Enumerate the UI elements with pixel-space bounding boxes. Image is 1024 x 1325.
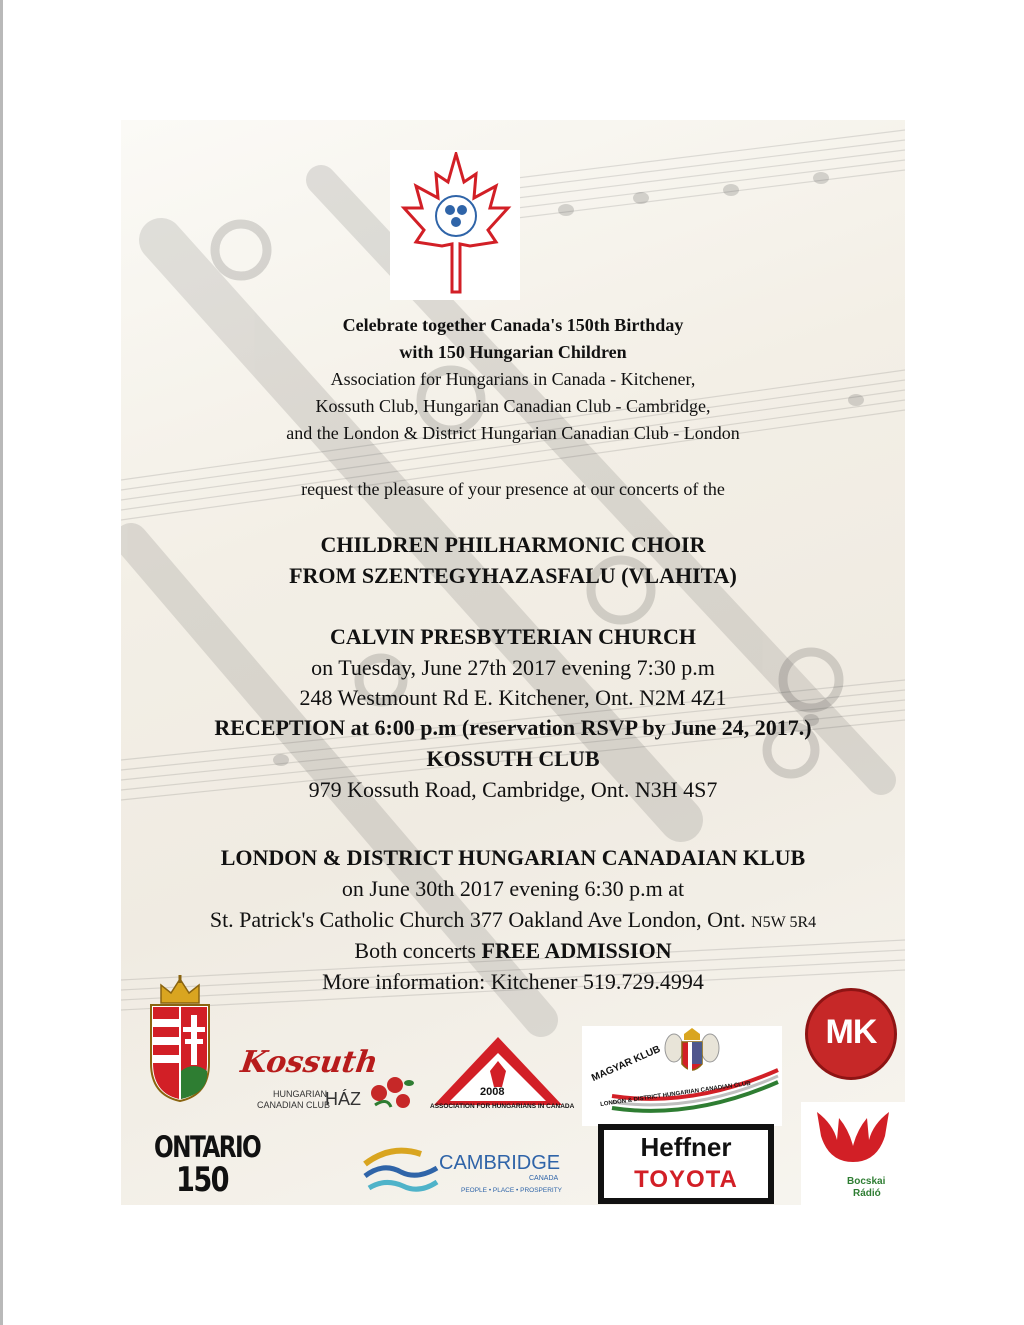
admission-prefix: Both concerts	[354, 938, 476, 963]
heffner-toyota-logo	[598, 1124, 774, 1204]
kossuth-sub2: CANADIAN CLUB	[257, 1100, 331, 1110]
concert2-venue: LONDON & DISTRICT HUNGARIAN CANADAIAN KLUB	[220, 845, 806, 870]
kossuth-club-logo	[239, 1045, 415, 1117]
cambridge-waves-icon	[361, 1140, 441, 1202]
cambridge-country: CANADA	[529, 1175, 559, 1182]
kossuth-sub1: HUNGARIAN	[273, 1089, 328, 1099]
flyer	[121, 120, 905, 1205]
cambridge-name: CAMBRIDGE	[439, 1152, 561, 1174]
radio-line1: Bocskai	[847, 1176, 886, 1187]
concert1-club-address: 979 Kossuth Road, Cambridge, Ont. N3H 4S7	[308, 777, 718, 802]
host-line-2: Kossuth Club, Hungarian Canadian Club - Cambridge,	[315, 396, 711, 416]
cambridge-logo	[361, 1140, 566, 1202]
admission-highlight: FREE ADMISSION	[481, 938, 672, 963]
concert2-address: St. Patrick's Catholic Church 377 Oakland Ave London, Ont.	[209, 907, 746, 932]
mk-logo	[805, 988, 897, 1080]
cambridge-tagline: PEOPLE • PLACE • PROSPERITY	[461, 1187, 563, 1194]
ontario-bottom: 150	[176, 1160, 228, 1200]
concert2-postal: N5W 5R4	[751, 914, 817, 931]
maple-leaf-logo-icon	[400, 152, 512, 294]
heading-line-2: with 150 Hungarian Children	[399, 342, 627, 362]
host-line-1: Association for Hungarians in Canada - Kitchener,	[330, 369, 696, 389]
ontario150-logo	[154, 1130, 290, 1202]
afhic-year: 2008	[480, 1086, 505, 1098]
magyar-klub-title: MAGYAR KLUB	[590, 1043, 663, 1085]
concert1-reception: RECEPTION at 6:00 p.m (reservation RSVP by June 24, 2017.)	[214, 715, 812, 740]
page-left-border	[0, 0, 3, 1325]
mk-text: MK	[825, 1013, 877, 1051]
concert1-club: KOSSUTH CLUB	[426, 746, 600, 771]
concert1-venue: CALVIN PRESBYTERIAN CHURCH	[330, 624, 696, 649]
concert1-datetime: on Tuesday, June 27th 2017 evening 7:30 p.m	[311, 655, 715, 680]
magyar-klub-sub: LONDON & DISTRICT HUNGARIAN CANADIAN CLUB	[600, 1080, 752, 1108]
afhic-name: ASSOCIATION FOR HUNGARIANS IN CANADA	[430, 1103, 575, 1110]
ontario-top: ONTARIO	[154, 1130, 261, 1164]
choir-line-1: CHILDREN PHILHARMONIC CHOIR	[320, 532, 706, 557]
heffner-line1: Heffner	[640, 1132, 732, 1162]
admission-line	[121, 938, 905, 964]
radio-line2: Rádió	[853, 1188, 881, 1199]
magyar-klub-logo	[582, 1026, 782, 1126]
concert2-address-line	[121, 907, 905, 933]
request-text: request the pleasure of your presence at our concerts of the	[301, 479, 725, 499]
rose-flowers-icon	[369, 1071, 415, 1111]
choir-line-2: FROM SZENTEGYHAZASFALU (VLAHITA)	[289, 563, 737, 588]
kossuth-script: Kossuth	[238, 1045, 381, 1080]
bocskai-radio-logo	[801, 1102, 905, 1205]
heading-line-1: Celebrate together Canada's 150th Birthday	[342, 315, 684, 335]
heffner-line2: TOYOTA	[634, 1166, 738, 1193]
kossuth-haz: HÁZ	[325, 1089, 361, 1109]
hungarian-coat-of-arms-icon	[145, 975, 215, 1105]
concert1-address: 248 Westmount Rd E. Kitchener, Ont. N2M 4Z1	[299, 685, 727, 710]
concert2-datetime: on June 30th 2017 evening 6:30 p.m at	[341, 876, 685, 901]
more-info: More information: Kitchener 519.729.4994	[322, 969, 704, 994]
host-line-3: and the London & District Hungarian Canadian Club - London	[286, 423, 740, 443]
